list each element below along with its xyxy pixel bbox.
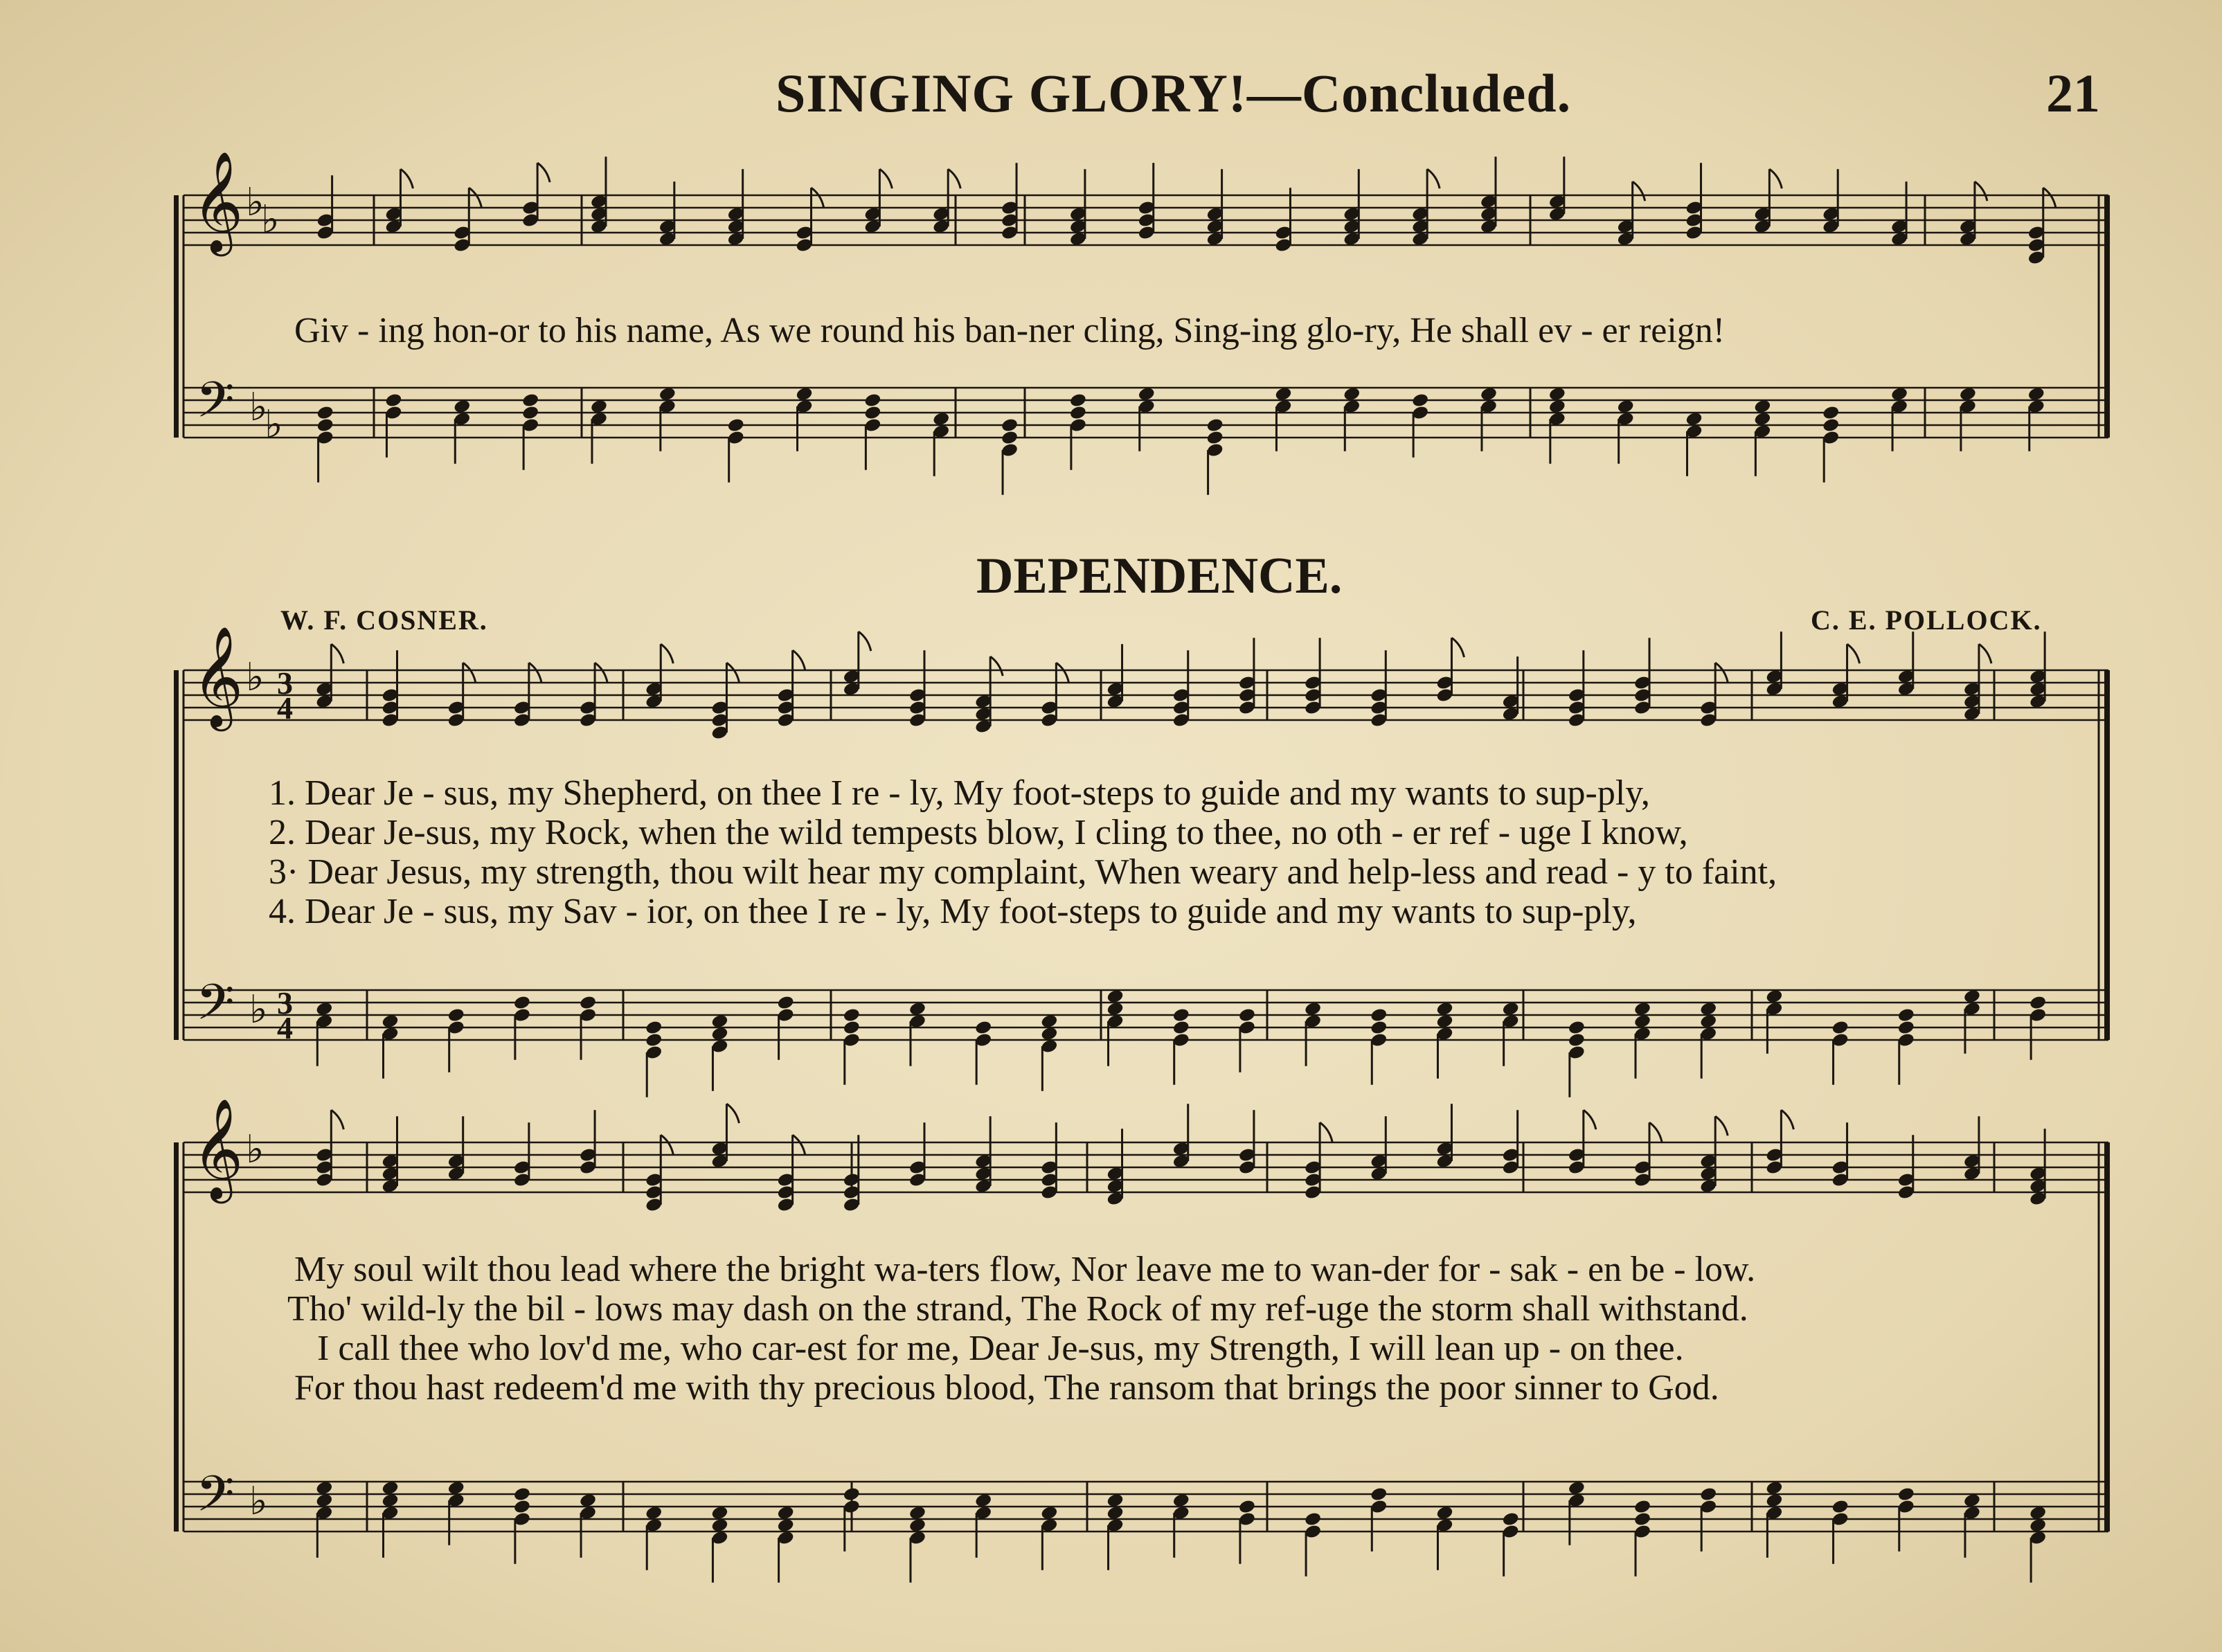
system3-bass-notehead [1238,1499,1256,1515]
system2-treble-flag [990,656,1003,676]
system2-bass-notehead [1897,1020,1915,1036]
system2-time-signature-bottom: 4 [277,1010,293,1046]
system3-bass-notehead [1633,1511,1651,1527]
system3-treble-flag [793,1135,805,1154]
system2-bass-notehead [645,1020,663,1036]
system2-bass-notehead [974,1020,992,1036]
system3-key-flat-icon: ♭ [249,1478,268,1524]
system1-bass-notehead [1001,430,1019,446]
system3-treble-flag [661,1135,673,1154]
system1-bass-notehead [384,393,402,408]
system2-bass-notehead [513,995,531,1011]
verse-3-line-1: 3· Dear Jesus, my strength, thou wilt hear my complaint, When weary and help-less and read - y to faint, [269,852,1777,892]
system2-treble-flag [1451,638,1464,657]
system3-bass-notehead [1502,1511,1520,1527]
system3-treble-flag [1715,1116,1728,1135]
system1-treble-flag [2043,188,2056,207]
system2-treble-clef-icon: 𝄞 [192,625,244,728]
system2-bass-notehead [1897,1007,1915,1023]
system2-bass-notehead [1568,1032,1586,1048]
system2-bass-notehead [1831,1020,1849,1036]
system2-key-flat-icon: ♭ [246,654,265,700]
system2-bass-notehead [777,995,795,1011]
system1-bass-notehead [1206,418,1224,433]
system1-bass-notehead [1069,405,1087,421]
system1-bass-notehead [727,418,745,433]
system1-bass-notehead [521,393,539,408]
system1-bass-notehead [1206,430,1224,446]
system1-brace [174,195,179,438]
system3-bass-notehead [513,1499,531,1515]
system1-key-flat-icon: ♭ [265,402,283,447]
system2-treble-flag [529,663,541,682]
system2-bass-notehead [843,1007,861,1023]
system2-treble-flag [1847,644,1860,663]
system3-bass-notehead [1304,1511,1322,1527]
system2-time-signature-top: 3 [277,665,293,701]
system1-bass-notehead [1822,405,1840,421]
system2-time-signature-bottom: 4 [277,690,293,726]
system2-bass-notehead [1172,1020,1190,1036]
system3-treble-clef-icon: 𝄞 [192,1097,244,1200]
system1-bass-notehead [863,405,881,421]
system1-treble-flag [812,188,824,207]
system1-treble-flag [948,169,960,188]
system1-treble-flag [1427,169,1440,188]
system1-treble-clef-icon: 𝄞 [192,150,244,253]
system1-treble-flag [1975,181,1987,201]
running-title: SINGING GLORY!—Concluded. [776,63,1572,123]
system1-bass-notehead [1822,418,1840,433]
system1-treble-flag [469,188,481,207]
system3-bass-notehead [1633,1499,1651,1515]
system3-bass-notehead [1370,1487,1388,1502]
system2-bass-notehead [843,1020,861,1036]
system2-treble-flag [1979,644,1991,663]
system1-bass-notehead [1411,393,1429,408]
system2-treble-flag [331,644,343,663]
system1-key-flat-icon: ♭ [261,197,280,242]
system1-key-flat-icon: ♭ [246,179,265,225]
system2-bass-notehead [1370,1007,1388,1023]
system3-bass-notehead [1897,1487,1915,1502]
system2-treble-flag [1715,663,1728,682]
author-credit: W. F. COSNER. [280,604,488,636]
system1-lyrics: Giv - ing hon-or to his name, As we round his ban-ner cling, Sing-ing glo-ry, He shall ev - er reign! [294,311,1726,350]
system1-treble-flag [537,163,550,182]
system3-bass-notehead [513,1487,531,1502]
system3-treble-flag [726,1104,739,1123]
system2-treble-flag [726,663,739,682]
system3-bass-notehead [843,1487,861,1502]
verse-4-line-1: 4. Dear Je - sus, my Sav - ior, on thee I re - ly, My foot-steps to guide and my wants to sup-ply, [269,892,1637,931]
system1-key-flat-icon: ♭ [249,384,268,430]
verse-3-line-2: I call thee who lov'd me, who car-est for me, Dear Je-sus, my Strength, I will lean up - on thee. [317,1329,1684,1368]
system2-bass-clef-icon: 𝄢 [196,973,235,1043]
system3-brace [174,1142,179,1532]
verse-2-line-2: Tho' wild-ly the bil - lows may dash on the strand, The Rock of my ref-uge the storm shall withstand. [287,1289,1748,1329]
system3-bass-clef-icon: 𝄢 [196,1465,235,1535]
system1-bass-notehead [863,393,881,408]
verse-1-line-1: 1. Dear Je - sus, my Shepherd, on thee I re - ly, My foot-steps to guide and my wants to sup-ply, [269,773,1650,813]
system1-bass-notehead [521,405,539,421]
system2-key-flat-icon: ♭ [249,987,268,1032]
system1-bass-notehead [316,418,334,433]
system2-treble-flag [1056,663,1068,682]
system2-bass-notehead [1568,1020,1586,1036]
system2-brace [174,670,179,1040]
system2-bass-notehead [2029,995,2047,1011]
system3-bass-notehead [1831,1499,1849,1515]
page-number: 21 [2046,63,2100,123]
system2-final-barline-thick [2104,670,2110,1040]
system3-key-flat-icon: ♭ [246,1126,265,1172]
system1-final-barline-thick [2104,195,2110,438]
system3-treble-flag [331,1110,343,1129]
system3-treble-flag [1649,1122,1662,1142]
system1-bass-notehead [1069,393,1087,408]
system1-bass-notehead [316,405,334,421]
verse-4-line-2: For thou hast redeem'd me with thy precious blood, The ransom that brings the poor sinner to God. [294,1368,1719,1408]
system3-bass-notehead [1699,1487,1717,1502]
system2-treble-flag [463,663,476,682]
system1-treble-flag [1769,169,1782,188]
composer-credit: C. E. POLLOCK. [1811,604,2042,636]
system1-bass-notehead [1001,418,1019,433]
system3-final-barline-thick [2104,1142,2110,1532]
system1-treble-flag [879,169,892,188]
system2-treble-flag [859,631,871,651]
system1-bass-clef-icon: 𝄢 [196,371,235,441]
system2-bass-notehead [1370,1020,1388,1036]
system2-time-signature-top: 3 [277,985,293,1021]
system3-treble-flag [1584,1110,1596,1129]
system1-treble-flag [1633,181,1645,201]
system1-treble-flag [400,169,413,188]
system3-treble-flag [1781,1110,1793,1129]
system2-bass-notehead [1172,1007,1190,1023]
system2-treble-flag [595,663,607,682]
system2-bass-notehead [1238,1007,1256,1023]
system2-bass-notehead [579,995,597,1011]
system3-treble-flag [1320,1122,1332,1142]
system2-treble-flag [793,650,805,670]
system2-treble-flag [661,644,673,663]
song-title: DEPENDENCE. [976,548,1343,604]
verse-2-line-1: 2. Dear Je-sus, my Rock, when the wild tempests blow, I cling to thee, no oth - er ref - uge I know, [269,813,1688,852]
system2-bass-notehead [447,1007,465,1023]
system2-bass-notehead [645,1032,663,1048]
verse-1-line-2: My soul wilt thou lead where the bright wa-ters flow, Nor leave me to wan-der for - sak - en be - low. [294,1250,1756,1289]
